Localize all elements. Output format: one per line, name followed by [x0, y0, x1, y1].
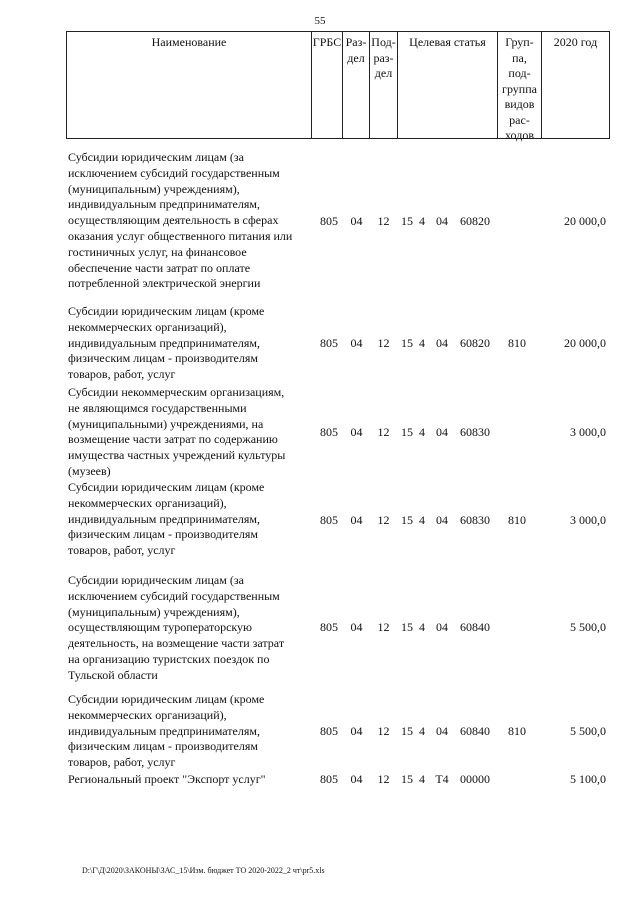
cell-cs-direction: 60830: [460, 513, 490, 527]
row-name: Субсидии юридическим лицам (кроме некоммерческих организаций), индивидуальным предпринимателям, физическим лицам - производителям товаров, работ, услуг: [68, 692, 265, 770]
cell-razdel: 04: [350, 620, 363, 634]
cell-cs-type: 4: [419, 620, 425, 634]
cell-grbs: 805: [320, 425, 338, 439]
cell-cs-direction: 00000: [460, 772, 490, 786]
cell-grbs: 805: [320, 620, 338, 634]
cell-grbs: 805: [320, 336, 338, 350]
row-name: Субсидии юридическим лицам (кроме некоммерческих организаций), индивидуальным предпринимателям, физическим лицам - производителям товаров, работ, услуг: [68, 480, 265, 558]
cell-cs-direction: 60820: [460, 336, 490, 350]
cell-cs-direction: 60840: [460, 724, 490, 738]
page-number: 55: [314, 15, 326, 27]
cell-cs-sub: T4: [435, 772, 449, 786]
cell-sum: 5 100,0: [570, 772, 606, 786]
header-expense-group: Груп- па, под- группа видов рас- ходов: [498, 32, 542, 138]
header-year: 2020 год: [553, 35, 598, 49]
cell-podrazdel: 12: [377, 620, 390, 634]
cell-grbs: 805: [320, 513, 338, 527]
cell-cs-type: 4: [419, 513, 425, 527]
cell-cs-program: 15: [401, 214, 413, 228]
cell-razdel: 04: [350, 513, 363, 527]
cell-grbs: 805: [320, 214, 338, 228]
cell-cs-type: 4: [419, 425, 425, 439]
cell-cs-direction: 60840: [460, 620, 490, 634]
cell-cs-program: 15: [401, 620, 413, 634]
cell-sum: 20 000,0: [564, 214, 606, 228]
cell-expense-group: 810: [508, 513, 526, 527]
cell-cs-type: 4: [419, 214, 425, 228]
cell-podrazdel: 12: [377, 425, 390, 439]
header-podrazdel: Под- раз- дел: [370, 32, 398, 138]
cell-cs-sub: 04: [436, 724, 448, 738]
cell-cs-program: 15: [401, 513, 413, 527]
cell-cs-program: 15: [401, 724, 413, 738]
cell-cs-direction: 60820: [460, 214, 490, 228]
cell-cs-direction: 60830: [460, 425, 490, 439]
cell-cs-sub: 04: [436, 425, 448, 439]
cell-razdel: 04: [350, 772, 363, 786]
row-name: Субсидии некоммерческим организациям, не являющимся государственными (муниципальными) учреждениями, на возмещение части затрат по содержанию имущества частных учреждений культуры (музеев): [68, 385, 286, 478]
header-target-article: Целевая статья: [398, 32, 498, 138]
file-path-footer: D:\Г\Д\2020\ЗАКОНЫ\ЗАС_15\Изм. бюджет ТО 2020-2022_2 чт\pr5.xls: [82, 866, 325, 875]
cell-grbs: 805: [320, 724, 338, 738]
cell-expense-group: 810: [508, 724, 526, 738]
cell-cs-program: 15: [401, 425, 413, 439]
header-grbs: ГРБС: [312, 32, 343, 138]
header-name: Наименование: [67, 32, 312, 138]
cell-cs-type: 4: [419, 772, 425, 786]
cell-grbs: 805: [320, 772, 338, 786]
cell-sum: 5 500,0: [570, 620, 606, 634]
cell-podrazdel: 12: [377, 336, 390, 350]
cell-sum: 20 000,0: [564, 336, 606, 350]
cell-razdel: 04: [350, 425, 363, 439]
row-name: Субсидии юридическим лицам (за исключением субсидий государственным (муниципальным) учреждениям), осуществляющим туроператорскую деятельность, на возмещение части затрат на организацию туристских поездок по Тульской области: [68, 573, 285, 682]
cell-sum: 3 000,0: [570, 513, 606, 527]
cell-razdel: 04: [350, 336, 363, 350]
cell-cs-sub: 04: [436, 620, 448, 634]
cell-razdel: 04: [350, 214, 363, 228]
cell-expense-group: 810: [508, 336, 526, 350]
table-header: [66, 31, 610, 142]
cell-podrazdel: 12: [377, 772, 390, 786]
cell-cs-type: 4: [419, 336, 425, 350]
cell-podrazdel: 12: [377, 214, 390, 228]
cell-sum: 5 500,0: [570, 724, 606, 738]
header-razdel: Раз- дел: [343, 32, 370, 138]
cell-cs-sub: 04: [436, 336, 448, 350]
cell-podrazdel: 12: [377, 513, 390, 527]
cell-razdel: 04: [350, 724, 363, 738]
cell-podrazdel: 12: [377, 724, 390, 738]
row-name: Субсидии юридическим лицам (за исключением субсидий государственным (муниципальным) учреждениям), индивидуальным предпринимателям, осуществляющим деятельность в сферах оказания услуг общественного питания или гостиничных услуг, на финансовое обеспечение части затрат по оплате потребленной электрической энергии: [68, 150, 293, 291]
cell-cs-program: 15: [401, 336, 413, 350]
cell-cs-program: 15: [401, 772, 413, 786]
cell-cs-sub: 04: [436, 214, 448, 228]
cell-cs-sub: 04: [436, 513, 448, 527]
cell-cs-type: 4: [419, 724, 425, 738]
cell-sum: 3 000,0: [570, 425, 606, 439]
row-name: Региональный проект "Экспорт услуг": [68, 772, 266, 786]
row-name: Субсидии юридическим лицам (кроме некоммерческих организаций), индивидуальным предпринимателям, физическим лицам - производителям товаров, работ, услуг: [68, 304, 265, 382]
